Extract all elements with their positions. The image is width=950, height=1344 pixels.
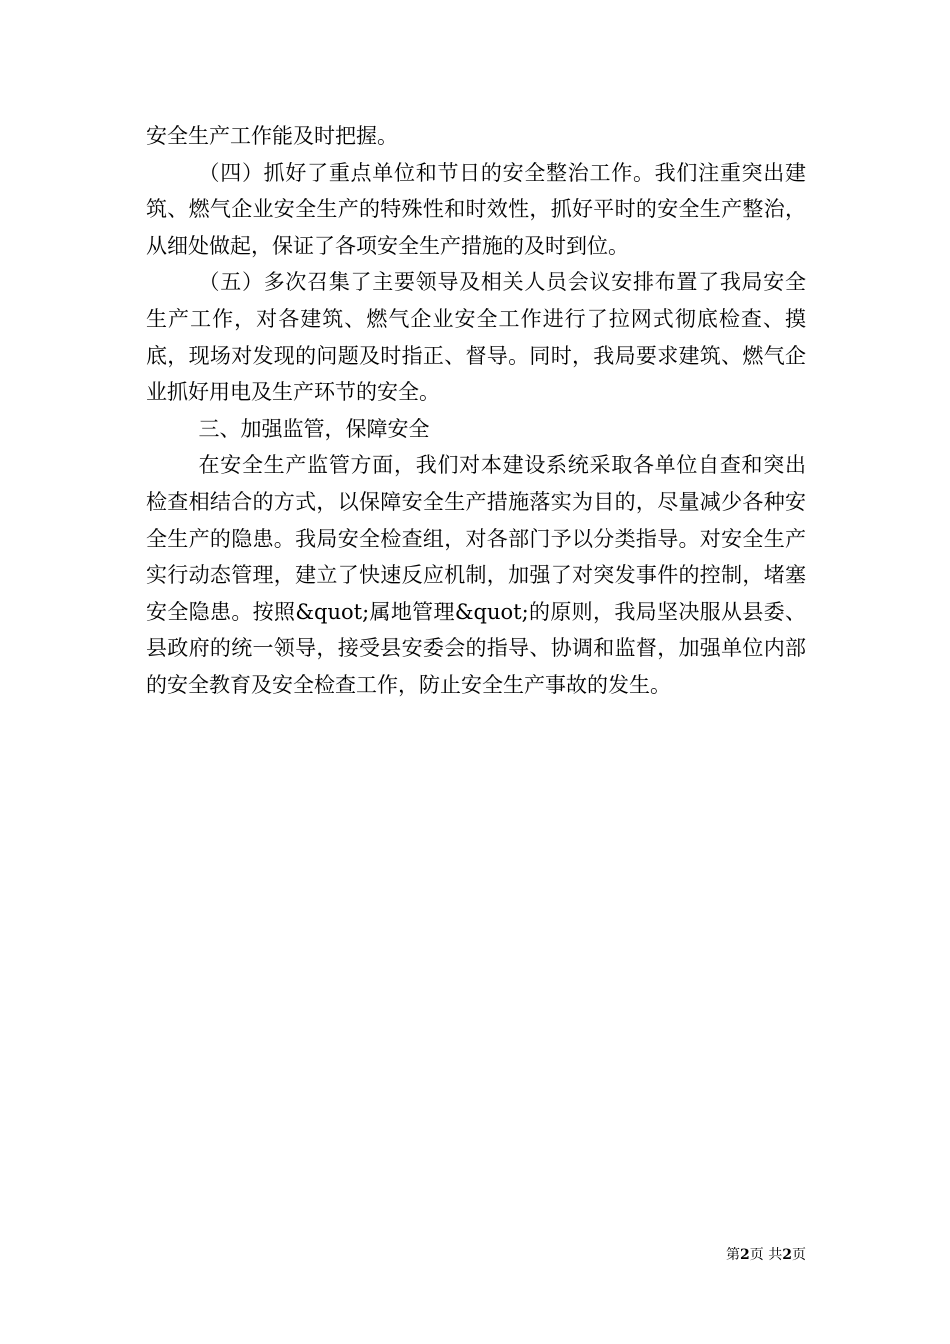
page-number-footer	[726, 1246, 806, 1264]
footer-suffix: 页	[792, 1247, 806, 1263]
footer-middle: 页 共	[749, 1247, 783, 1263]
paragraph-supervision: 在安全生产监管方面，我们对本建设系统采取各单位自查和突出检查相结合的方式，以保障安全生产措施落实为目的，尽量减少各种安全生产的隐患。我局安全检查组，对各部门予以分类指导。对安全生产实行动态管理，建立了快速反应机制，加强了对突发事件的控制，堵塞安全隐患。按照&quot;属地管理&quot;的原则，我局坚决服从县委、县政府的统一领导，接受县安委会的指导、协调和监督，加强单位内部的安全教育及安全检查工作，防止安全生产事故的发生。	[146, 453, 806, 697]
footer-current-page: 2	[740, 1247, 750, 1263]
footer-total-pages: 2	[782, 1247, 792, 1263]
paragraph-item-four: （四）抓好了重点单位和节日的安全整治工作。我们注重突出建筑、燃气企业安全生产的特殊性和时效性，抓好平时的安全生产整治，从细处做起，保证了各项安全生产措施的及时到位。	[146, 160, 806, 258]
footer-prefix: 第	[726, 1247, 741, 1263]
body-text	[146, 118, 806, 704]
paragraph-item-five: （五）多次召集了主要领导及相关人员会议安排布置了我局安全生产工作，对各建筑、燃气企业安全工作进行了拉网式彻底检查、摸底，现场对发现的问题及时指正、督导。同时，我局要求建筑、燃气企业抓好用电及生产环节的安全。	[146, 270, 806, 405]
paragraph-continuation: 安全生产工作能及时把握。	[146, 124, 398, 148]
section-heading-three: 三、加强监管，保障安全	[198, 416, 430, 441]
